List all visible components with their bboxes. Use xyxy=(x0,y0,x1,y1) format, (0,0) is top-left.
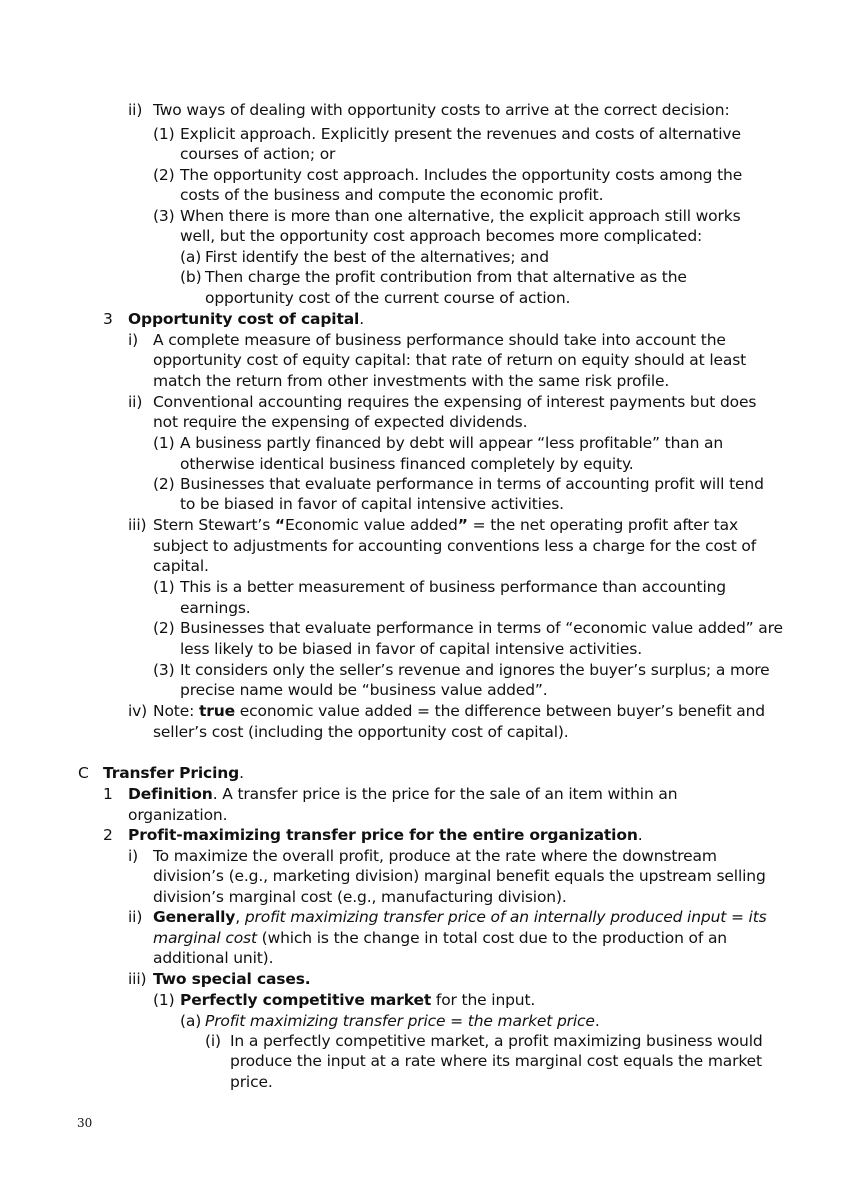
line-text xyxy=(128,784,677,804)
list-marker: i) xyxy=(128,331,139,349)
line-text xyxy=(180,474,764,494)
text-run: division’s (e.g., marketing division) marginal benefit equals the upstream selling xyxy=(153,867,766,885)
text-run: economic value added = the difference between buyer’s benefit and xyxy=(234,702,765,720)
list-marker: (a) xyxy=(180,248,202,266)
bold-text: Definition xyxy=(128,785,213,803)
page-number: 30 xyxy=(77,1116,93,1130)
text-run: Stern Stewart’s xyxy=(153,516,275,534)
text-run: . xyxy=(359,310,364,328)
list-marker: (a) xyxy=(180,1012,202,1030)
text-run: costs of the business and compute the economic profit. xyxy=(180,186,604,204)
list-marker: ii) xyxy=(128,393,143,411)
bold-text: Transfer Pricing xyxy=(103,764,240,782)
bold-text: “ xyxy=(274,516,285,534)
text-run: additional unit). xyxy=(153,949,274,967)
text-run: It considers only the seller’s revenue and ignores the buyer’s surplus; a more xyxy=(180,661,770,679)
line-text xyxy=(180,165,742,185)
text-run: = the net operating profit after tax xyxy=(467,516,738,534)
text-run: . xyxy=(594,1012,600,1030)
line-text xyxy=(180,144,335,164)
text-run: opportunity cost of equity capital: that rate of return on equity should at least xyxy=(153,351,747,369)
line-text xyxy=(153,371,669,391)
line-text xyxy=(153,846,717,866)
text-run: . xyxy=(239,764,244,782)
line-text xyxy=(205,267,687,287)
text-run: produce the input at a rate where its marginal cost equals the market xyxy=(230,1052,762,1070)
text-run: price. xyxy=(230,1073,273,1091)
text-run: match the return from other investments with the same risk profile. xyxy=(153,372,670,390)
list-marker: (2) xyxy=(153,166,175,184)
list-marker: 3 xyxy=(103,310,113,328)
line-text xyxy=(153,866,766,886)
list-marker: iii) xyxy=(128,516,147,534)
list-marker: (b) xyxy=(180,268,202,286)
italic-text: marginal cost xyxy=(153,929,257,947)
line-text xyxy=(153,392,756,412)
text-run: To maximize the overall profit, produce at the rate where the downstream xyxy=(153,847,717,865)
text-run: The opportunity cost approach. Includes the opportunity costs among the xyxy=(180,166,743,184)
line-text xyxy=(153,330,726,350)
line-text xyxy=(180,660,770,680)
text-run: courses of action; or xyxy=(180,145,336,163)
text-run: precise name would be “business value added”. xyxy=(180,681,548,699)
text-run: A complete measure of business performance should take into account the xyxy=(153,331,726,349)
text-run: First identify the best of the alternatives; and xyxy=(205,248,549,266)
line-text xyxy=(230,1051,762,1071)
text-run: . A transfer price is the price for the sale of an item within an xyxy=(212,785,678,803)
line-text xyxy=(153,969,311,989)
line-text xyxy=(128,825,643,845)
bold-text: Opportunity cost of capital xyxy=(128,310,360,328)
text-run: well, but the opportunity cost approach becomes more complicated: xyxy=(180,227,703,245)
list-marker: (1) xyxy=(153,991,175,1009)
line-text xyxy=(153,948,273,968)
line-text xyxy=(153,887,567,907)
list-marker: iv) xyxy=(128,702,148,720)
list-marker: C xyxy=(78,764,89,782)
text-run: to be biased in favor of capital intensive activities. xyxy=(180,495,564,513)
list-marker: iii) xyxy=(128,970,147,988)
line-text xyxy=(180,598,251,618)
line-text xyxy=(153,100,730,120)
text-run: (which is the change in total cost due to the production of an xyxy=(256,929,727,947)
list-marker: (3) xyxy=(153,207,175,225)
list-marker: i) xyxy=(128,847,139,865)
text-run: Businesses that evaluate performance in terms of “economic value added” are xyxy=(180,619,783,637)
bold-text: true xyxy=(198,702,235,720)
line-text xyxy=(180,990,535,1010)
text-run: . xyxy=(637,826,643,844)
italic-text: profit maximizing transfer price of an internally produced input = its xyxy=(244,908,767,926)
bold-text: Generally xyxy=(153,908,236,926)
line-text xyxy=(128,805,227,825)
line-text xyxy=(153,928,727,948)
line-text xyxy=(153,412,527,432)
text-run: not require the expensing of expected dividends. xyxy=(153,413,528,431)
text-run: seller’s cost (including the opportunity cost of capital). xyxy=(153,723,569,741)
line-text xyxy=(205,1011,600,1031)
line-text xyxy=(153,536,756,556)
text-run: earnings. xyxy=(180,599,251,617)
line-text xyxy=(180,618,783,638)
line-text xyxy=(180,206,741,226)
list-marker: 1 xyxy=(103,785,113,803)
line-text xyxy=(180,226,702,246)
bold-text: ” xyxy=(457,516,468,534)
list-marker: (2) xyxy=(153,619,175,637)
text-run: for the input. xyxy=(431,991,536,1009)
text-run: Two ways of dealing with opportunity costs to arrive at the correct decision: xyxy=(153,101,730,119)
line-text xyxy=(153,907,767,927)
line-text xyxy=(153,556,209,576)
italic-text: Profit maximizing transfer price = the market price xyxy=(205,1012,595,1030)
list-marker: (1) xyxy=(153,125,175,143)
text-run: subject to adjustments for accounting conventions less a charge for the cost of xyxy=(153,537,757,555)
line-text xyxy=(230,1072,273,1092)
text-run: Note: xyxy=(153,702,199,720)
list-marker: (2) xyxy=(153,475,175,493)
text-run: Businesses that evaluate performance in terms of accounting profit will tend xyxy=(180,475,764,493)
line-text xyxy=(153,722,569,742)
text-run: This is a better measurement of business performance than accounting xyxy=(180,578,726,596)
bold-text: Profit-maximizing transfer price for the entire organization xyxy=(128,826,638,844)
list-marker: (1) xyxy=(153,434,175,452)
line-text xyxy=(180,680,548,700)
line-text xyxy=(180,454,634,474)
line-text xyxy=(153,350,746,370)
list-marker: ii) xyxy=(128,908,143,926)
list-marker: 2 xyxy=(103,826,113,844)
line-text xyxy=(153,515,738,535)
list-marker: (1) xyxy=(153,578,175,596)
line-text xyxy=(230,1031,763,1051)
text-run: A business partly financed by debt will appear “less profitable” than an xyxy=(180,434,724,452)
text-run: capital. xyxy=(153,557,209,575)
line-text xyxy=(128,309,364,329)
text-run: otherwise identical business financed completely by equity. xyxy=(180,455,634,473)
text-run: organization. xyxy=(128,806,228,824)
text-run: division’s marginal cost (e.g., manufacturing division). xyxy=(153,888,567,906)
text-run: Then charge the profit contribution from that alternative as the xyxy=(205,268,687,286)
text-run: Economic value added xyxy=(284,516,458,534)
line-text xyxy=(180,185,603,205)
line-text xyxy=(180,577,726,597)
list-marker: (3) xyxy=(153,661,175,679)
line-text xyxy=(180,639,642,659)
line-text xyxy=(103,763,244,783)
text-run: opportunity cost of the current course of action. xyxy=(205,289,571,307)
list-marker: ii) xyxy=(128,101,143,119)
list-marker: (i) xyxy=(205,1032,221,1050)
text-run: , xyxy=(235,908,245,926)
text-run: When there is more than one alternative, the explicit approach still works xyxy=(180,207,741,225)
bold-text: Two special cases. xyxy=(153,970,311,988)
line-text xyxy=(180,433,723,453)
line-text xyxy=(205,247,549,267)
text-run: Conventional accounting requires the expensing of interest payments but does xyxy=(153,393,757,411)
bold-text: Perfectly competitive market xyxy=(180,991,432,1009)
line-text xyxy=(180,124,741,144)
text-run: Explicit approach. Explicitly present the revenues and costs of alternative xyxy=(180,125,741,143)
line-text xyxy=(205,288,570,308)
text-run: In a perfectly competitive market, a profit maximizing business would xyxy=(230,1032,763,1050)
line-text xyxy=(153,701,765,721)
text-run: less likely to be biased in favor of capital intensive activities. xyxy=(180,640,643,658)
line-text xyxy=(180,494,564,514)
